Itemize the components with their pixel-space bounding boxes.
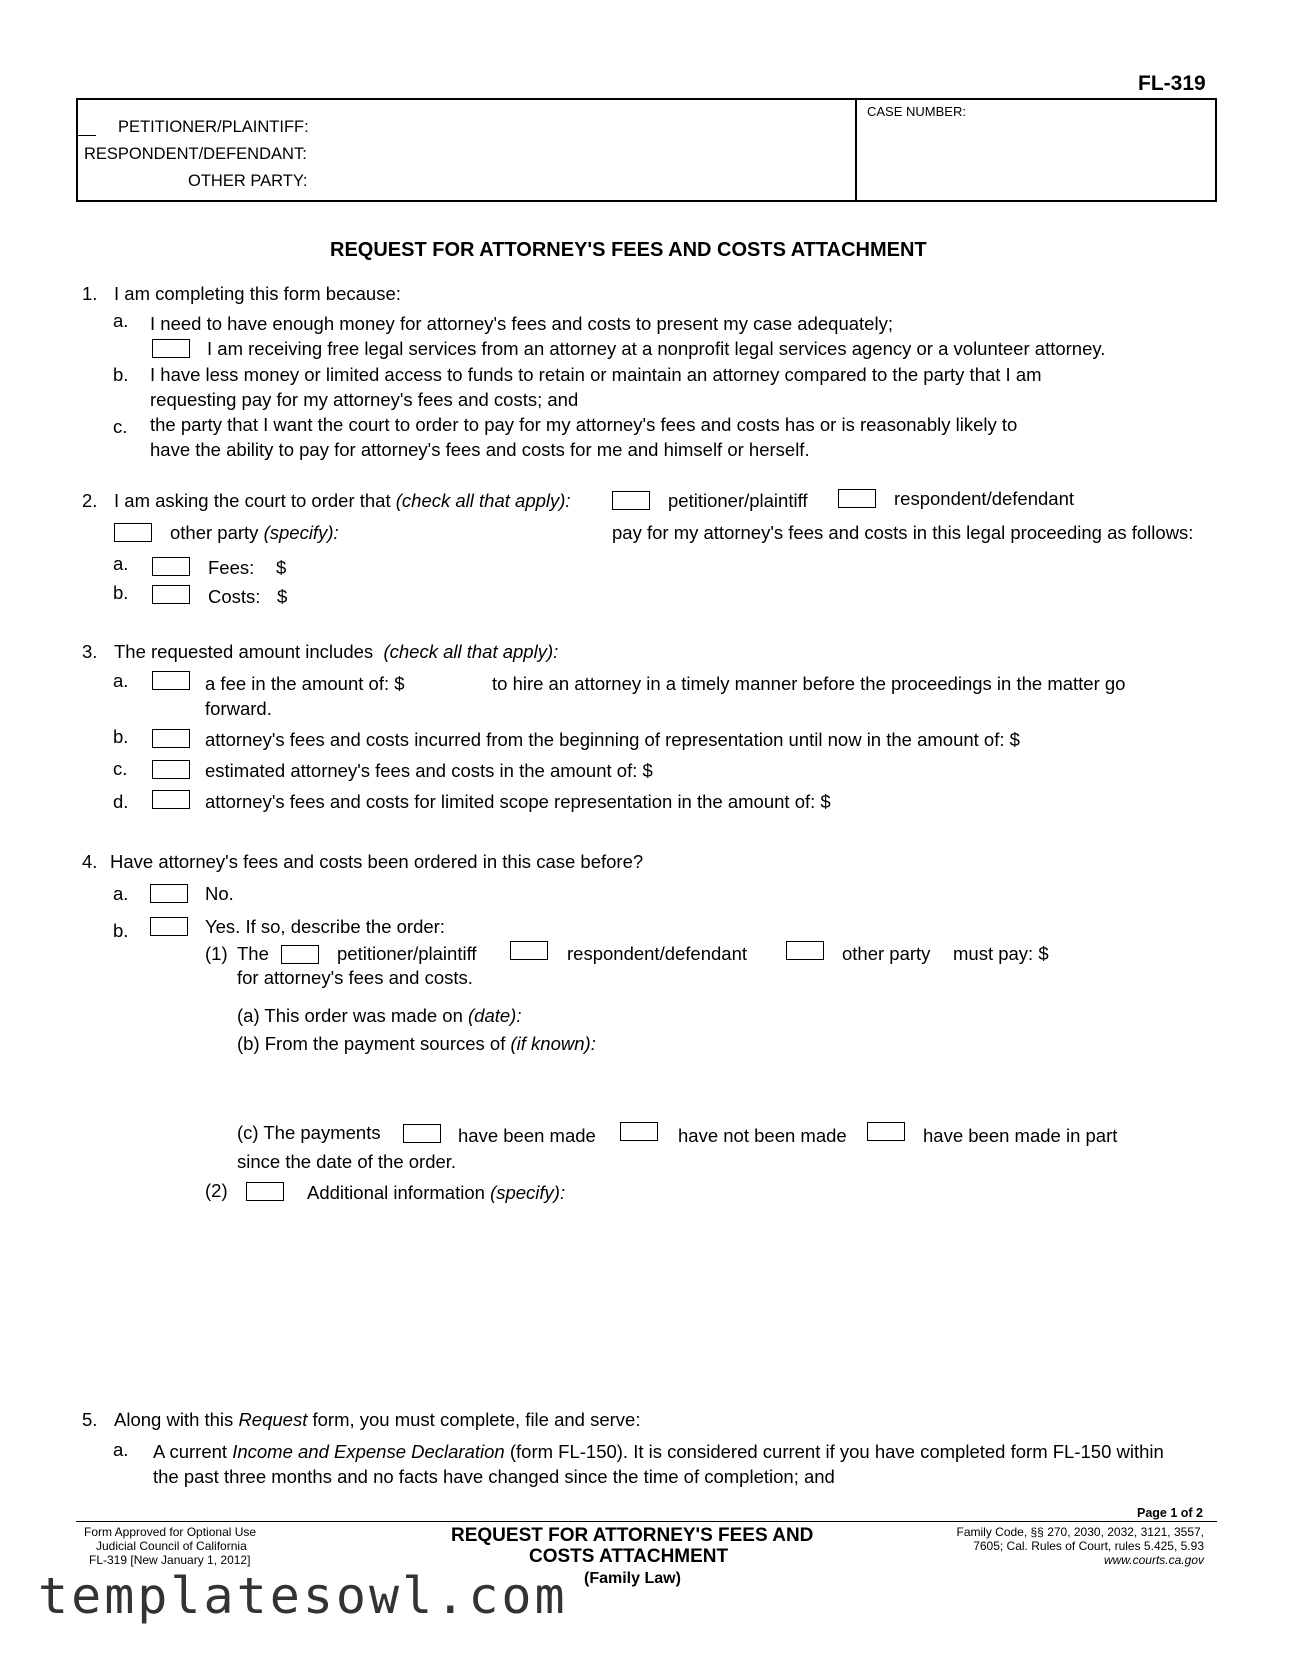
item2-other-party-checkbox[interactable] <box>114 523 152 542</box>
item3-b-checkbox[interactable] <box>152 729 190 748</box>
item4-other-party-label: other party <box>842 943 931 964</box>
item2-respondent-checkbox[interactable] <box>838 489 876 508</box>
item2-respondent-label: respondent/defendant <box>894 488 1075 509</box>
item4-petitioner-label: petitioner/plaintiff <box>337 943 477 964</box>
item4-since: since the date of the order. <box>237 1151 457 1172</box>
item5-a-text-2: the past three months and no facts have changed since the time of completion; and <box>153 1466 835 1487</box>
petitioner-label: PETITIONER/PLAINTIFF: <box>118 118 309 136</box>
item1-number: 1. <box>82 283 98 304</box>
caption-underscore: __ <box>78 120 96 137</box>
item1-b-text-2: requesting pay for my attorney's fees and costs; and <box>150 389 579 410</box>
item4-a-label: a. <box>113 883 129 904</box>
item3-d-checkbox[interactable] <box>152 790 190 809</box>
item5-a-label: a. <box>113 1439 129 1460</box>
item2-pay-text: pay for my attorney's fees and costs in this legal proceeding as follows: <box>612 522 1194 543</box>
item3-b-text: attorney's fees and costs incurred from the beginning of representation until now in the amount of: $ <box>205 729 1020 750</box>
item4-petitioner-checkbox[interactable] <box>281 945 319 964</box>
footer-left-1: Form Approved for Optional Use <box>84 1525 257 1539</box>
page-number: Page 1 of 2 <box>1137 1506 1203 1520</box>
item4-must-pay: must pay: $ <box>953 943 1049 964</box>
item2-number: 2. <box>82 490 98 511</box>
footer-left-3: FL-319 [New January 1, 2012] <box>89 1553 251 1567</box>
item4-order-sources: (b) From the payment sources of (if known): <box>237 1033 596 1054</box>
case-caption <box>76 98 1217 202</box>
item1-text: I am completing this form because: <box>114 283 401 304</box>
item2-fees-label: Fees: <box>208 557 255 578</box>
item3-c-checkbox[interactable] <box>152 760 190 779</box>
item2-fees-checkbox[interactable] <box>152 557 190 576</box>
item4-for-fees: for attorney's fees and costs. <box>237 967 473 988</box>
form-number: FL-319 <box>1138 72 1206 95</box>
item2-petitioner-label: petitioner/plaintiff <box>668 490 808 511</box>
item2-petitioner-checkbox[interactable] <box>612 491 650 510</box>
item4-text: Have attorney's fees and costs been ordered in this case before? <box>110 851 644 872</box>
item4-part-checkbox[interactable] <box>867 1122 905 1141</box>
item2-costs-dollar: $ <box>277 586 288 607</box>
item4-order-date: (a) This order was made on (date): <box>237 1005 522 1026</box>
watermark: templatesowl.com <box>38 1567 568 1625</box>
item2-a-label: a. <box>113 553 129 574</box>
item4-1-label: (1) <box>205 943 228 964</box>
item4-yes-checkbox[interactable] <box>150 917 188 936</box>
item4-not-made-label: have not been made <box>678 1125 847 1146</box>
item4-yes-label: Yes. If so, describe the order: <box>205 916 445 937</box>
item1-a-checkbox[interactable] <box>152 339 190 358</box>
item5-a-text: A current Income and Expense Declaration (form FL-150). It is considered current if you have completed form FL-150 within <box>153 1441 1164 1462</box>
footer-title-1: REQUEST FOR ATTORNEY'S FEES AND <box>451 1525 814 1546</box>
item4-the: The <box>237 943 269 964</box>
item2-other-party-label: other party (specify): <box>170 522 339 543</box>
item4-other-party-checkbox[interactable] <box>786 941 824 960</box>
other-party-label: OTHER PARTY: <box>188 172 308 190</box>
footer-right-1: Family Code, §§ 270, 2030, 2032, 3121, 3557, <box>956 1525 1204 1539</box>
item4-additional-label: Additional information (specify): <box>307 1182 566 1203</box>
page-title: REQUEST FOR ATTORNEY'S FEES AND COSTS ATTACHMENT <box>330 239 927 261</box>
item2-text: I am asking the court to order that (check all that apply): <box>114 490 571 511</box>
item2-b-label: b. <box>113 582 129 603</box>
item1-c-text-1: the party that I want the court to order to pay for my attorney's fees and costs has or is reasonably likely to <box>150 414 1018 435</box>
item3-c-label: c. <box>113 758 128 779</box>
case-number-label: CASE NUMBER: <box>867 104 966 119</box>
item3-a-label: a. <box>113 670 129 691</box>
footer-right-2: 7605; Cal. Rules of Court, rules 5.425, 5.93 <box>973 1539 1204 1553</box>
item3-c-text: estimated attorney's fees and costs in the amount of: $ <box>205 760 653 781</box>
item3-d-text: attorney's fees and costs for limited scope representation in the amount of: $ <box>205 791 831 812</box>
item4-made-label: have been made <box>458 1125 596 1146</box>
item3-d-label: d. <box>113 791 129 812</box>
respondent-label: RESPONDENT/DEFENDANT: <box>84 145 307 163</box>
footer-title-3: (Family Law) <box>584 1570 681 1587</box>
item1-a-check-text: I am receiving free legal services from an attorney at a nonprofit legal services agency or a volunteer attorney. <box>207 338 1106 359</box>
caption-divider <box>855 100 857 200</box>
item3-a-checkbox[interactable] <box>152 671 190 690</box>
item2-costs-label: Costs: <box>208 586 261 607</box>
item1-b-text-1: I have less money or limited access to funds to retain or maintain an attorney compared to the party that I am <box>150 364 1042 385</box>
item5-text: Along with this Request form, you must complete, file and serve: <box>114 1409 641 1430</box>
item4-b-label: b. <box>113 920 129 941</box>
item4-made-checkbox[interactable] <box>403 1124 441 1143</box>
item4-number: 4. <box>82 851 98 872</box>
item4-additional-checkbox[interactable] <box>246 1182 284 1201</box>
item4-respondent-label: respondent/defendant <box>567 943 748 964</box>
item4-no-checkbox[interactable] <box>150 884 188 903</box>
item3-a-text-2: to hire an attorney in a timely manner before the proceedings in the matter go <box>492 673 1126 694</box>
footer-rule <box>76 1521 1217 1522</box>
item3-text: The requested amount includes (check all that apply): <box>114 641 559 662</box>
item1-c-text-2: have the ability to pay for attorney's fees and costs for me and himself or herself. <box>150 439 810 460</box>
item4-respondent-checkbox[interactable] <box>510 941 548 960</box>
footer-left-2: Judicial Council of California <box>96 1539 247 1553</box>
item1-a-label: a. <box>113 310 129 331</box>
footer-title-2: COSTS ATTACHMENT <box>529 1546 729 1567</box>
item2-fees-dollar: $ <box>276 557 287 578</box>
footer-right-3: www.courts.ca.gov <box>1103 1553 1204 1567</box>
item2-costs-checkbox[interactable] <box>152 585 190 604</box>
item3-number: 3. <box>82 641 98 662</box>
item3-a-text-3: forward. <box>205 698 272 719</box>
item5-number: 5. <box>82 1409 98 1430</box>
item1-b-label: b. <box>113 364 129 385</box>
item1-a-text: I need to have enough money for attorney's fees and costs to present my case adequately; <box>150 313 893 334</box>
item4-no-label: No. <box>205 883 234 904</box>
item1-c-label: c. <box>113 416 128 437</box>
item3-b-label: b. <box>113 726 129 747</box>
item4-not-made-checkbox[interactable] <box>620 1122 658 1141</box>
item3-a-text-1: a fee in the amount of: $ <box>205 673 405 694</box>
item4-part-label: have been made in part <box>923 1125 1118 1146</box>
item4-payments-label: (c) The payments <box>237 1122 381 1143</box>
item4-2-label: (2) <box>205 1180 228 1201</box>
